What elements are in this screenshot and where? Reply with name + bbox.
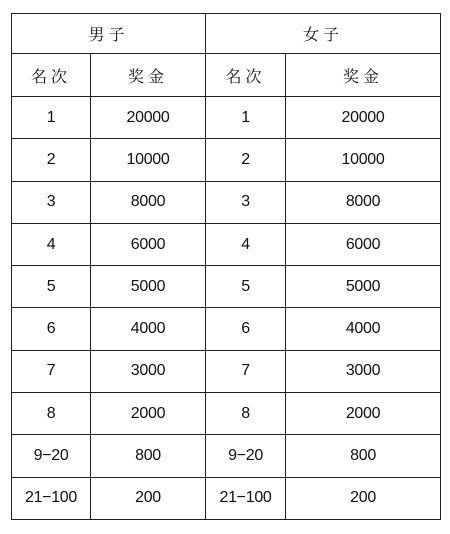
women-rank-cell: 8 (206, 393, 286, 435)
women-rank-cell: 9−20 (206, 435, 286, 477)
men-prize-cell: 800 (91, 435, 206, 477)
men-prize-cell: 200 (91, 477, 206, 519)
women-prize-cell: 6000 (286, 223, 441, 265)
women-prize-header: 奖金 (286, 54, 441, 97)
table-row (12, 266, 441, 308)
table-row (12, 477, 441, 519)
men-rank-cell: 2 (12, 139, 91, 181)
men-prize-cell: 10000 (91, 139, 206, 181)
table-row (12, 139, 441, 181)
women-group-header: 女子 (206, 14, 441, 54)
women-rank-cell: 3 (206, 181, 286, 223)
men-group-header: 男子 (12, 14, 206, 54)
men-prize-cell: 5000 (91, 266, 206, 308)
women-prize-cell: 10000 (286, 139, 441, 181)
women-rank-cell: 1 (206, 97, 286, 139)
women-rank-cell: 7 (206, 350, 286, 392)
column-header-row (12, 54, 441, 97)
men-prize-cell: 6000 (91, 223, 206, 265)
women-prize-cell: 20000 (286, 97, 441, 139)
prize-money-table (11, 13, 441, 520)
men-rank-cell: 5 (12, 266, 91, 308)
women-prize-cell: 2000 (286, 393, 441, 435)
men-rank-cell: 3 (12, 181, 91, 223)
women-rank-cell: 2 (206, 139, 286, 181)
table-row (12, 308, 441, 350)
women-prize-cell: 4000 (286, 308, 441, 350)
table-row (12, 97, 441, 139)
women-rank-cell: 6 (206, 308, 286, 350)
men-rank-cell: 21−100 (12, 477, 91, 519)
women-prize-cell: 8000 (286, 181, 441, 223)
women-rank-header: 名次 (206, 54, 286, 97)
table-row (12, 393, 441, 435)
group-header-row (12, 14, 441, 54)
men-prize-header: 奖金 (91, 54, 206, 97)
women-rank-cell: 5 (206, 266, 286, 308)
prize-table-container (11, 13, 441, 520)
women-rank-cell: 4 (206, 223, 286, 265)
prize-table-body (12, 14, 441, 520)
men-rank-cell: 4 (12, 223, 91, 265)
men-prize-cell: 4000 (91, 308, 206, 350)
men-rank-cell: 9−20 (12, 435, 91, 477)
table-row (12, 223, 441, 265)
men-prize-cell: 8000 (91, 181, 206, 223)
women-prize-cell: 5000 (286, 266, 441, 308)
table-row (12, 181, 441, 223)
men-prize-cell: 20000 (91, 97, 206, 139)
table-row (12, 435, 441, 477)
men-rank-cell: 7 (12, 350, 91, 392)
table-row (12, 350, 441, 392)
men-rank-header: 名次 (12, 54, 91, 97)
women-prize-cell: 3000 (286, 350, 441, 392)
women-prize-cell: 200 (286, 477, 441, 519)
men-rank-cell: 1 (12, 97, 91, 139)
men-prize-cell: 3000 (91, 350, 206, 392)
women-rank-cell: 21−100 (206, 477, 286, 519)
men-rank-cell: 6 (12, 308, 91, 350)
men-rank-cell: 8 (12, 393, 91, 435)
men-prize-cell: 2000 (91, 393, 206, 435)
women-prize-cell: 800 (286, 435, 441, 477)
